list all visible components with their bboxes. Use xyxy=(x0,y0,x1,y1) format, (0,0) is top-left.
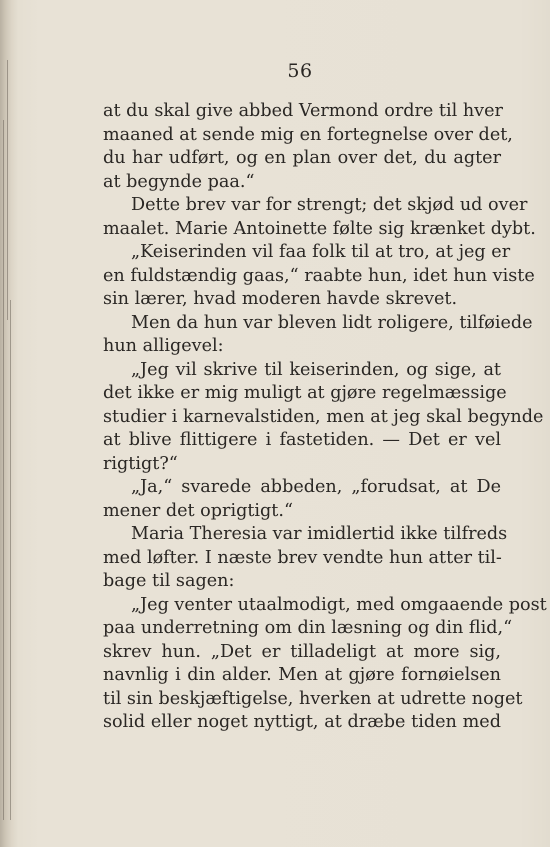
text-line: bage til sagen: xyxy=(103,571,235,591)
text-line: Men da hun var bleven lidt roligere, tilføiede xyxy=(131,312,533,333)
text-line: rigtigt?“ xyxy=(103,453,178,474)
page-number: 56 xyxy=(287,60,313,82)
text-line: det ikke er mig muligt at gjøre regelmæssige xyxy=(103,383,507,403)
text-line: at blive flittigere i fastetiden. — Det er vel xyxy=(103,430,501,450)
text-line: „Keiserinden vil faa folk til at tro, at jeg er xyxy=(131,242,511,262)
text-line: med løfter. I næste brev vendte hun atter til- xyxy=(103,547,502,568)
text-line: sin lærer, hvad moderen havde skrevet. xyxy=(103,289,458,309)
text-line: „Ja,“ svarede abbeden, „forudsat, at De xyxy=(131,477,501,497)
text-line: „Jeg venter utaalmodigt, med omgaaende post xyxy=(131,594,547,615)
text-line: at du skal give abbed Vermond ordre til hver xyxy=(103,101,503,121)
text-line: paa underretning om din læsning og din flid,“ xyxy=(103,618,513,638)
text-line: du har udført, og en plan over det, du agter xyxy=(103,148,501,168)
text-line: maalet. Marie Antoinette følte sig krænket dybt. xyxy=(103,218,536,239)
text-line: skrev hun. „Det er tilladeligt at more sig, xyxy=(103,641,501,662)
text-line: studier i karnevalstiden, men at jeg skal begynde xyxy=(103,406,544,427)
text-line: navnlig i din alder. Men at gjøre fornøielsen xyxy=(103,665,501,685)
text-line: til sin beskjæftigelse, hverken at udrette noget xyxy=(103,688,523,709)
text-line: mener det oprigtigt.“ xyxy=(103,500,293,521)
text-line: at begynde paa.“ xyxy=(103,171,255,192)
text-line: „Jeg vil skrive til keiserinden, og sige, at xyxy=(131,359,501,380)
binding-line xyxy=(3,120,4,820)
text-line: Dette brev var for strengt; det skjød ud over xyxy=(131,195,528,215)
text-line: Maria Theresia var imidlertid ikke tilfreds xyxy=(131,524,508,544)
text-line: solid eller noget nyttigt, at dræbe tiden med xyxy=(103,712,501,732)
binding-line xyxy=(7,60,8,320)
text-line: maaned at sende mig en fortegnelse over det, xyxy=(103,124,513,145)
text-line: hun alligevel: xyxy=(103,336,224,356)
body-text xyxy=(103,100,547,735)
text-line: en fuldstændig gaas,“ raabte hun, idet hun viste xyxy=(103,265,535,286)
binding-line xyxy=(10,300,11,820)
